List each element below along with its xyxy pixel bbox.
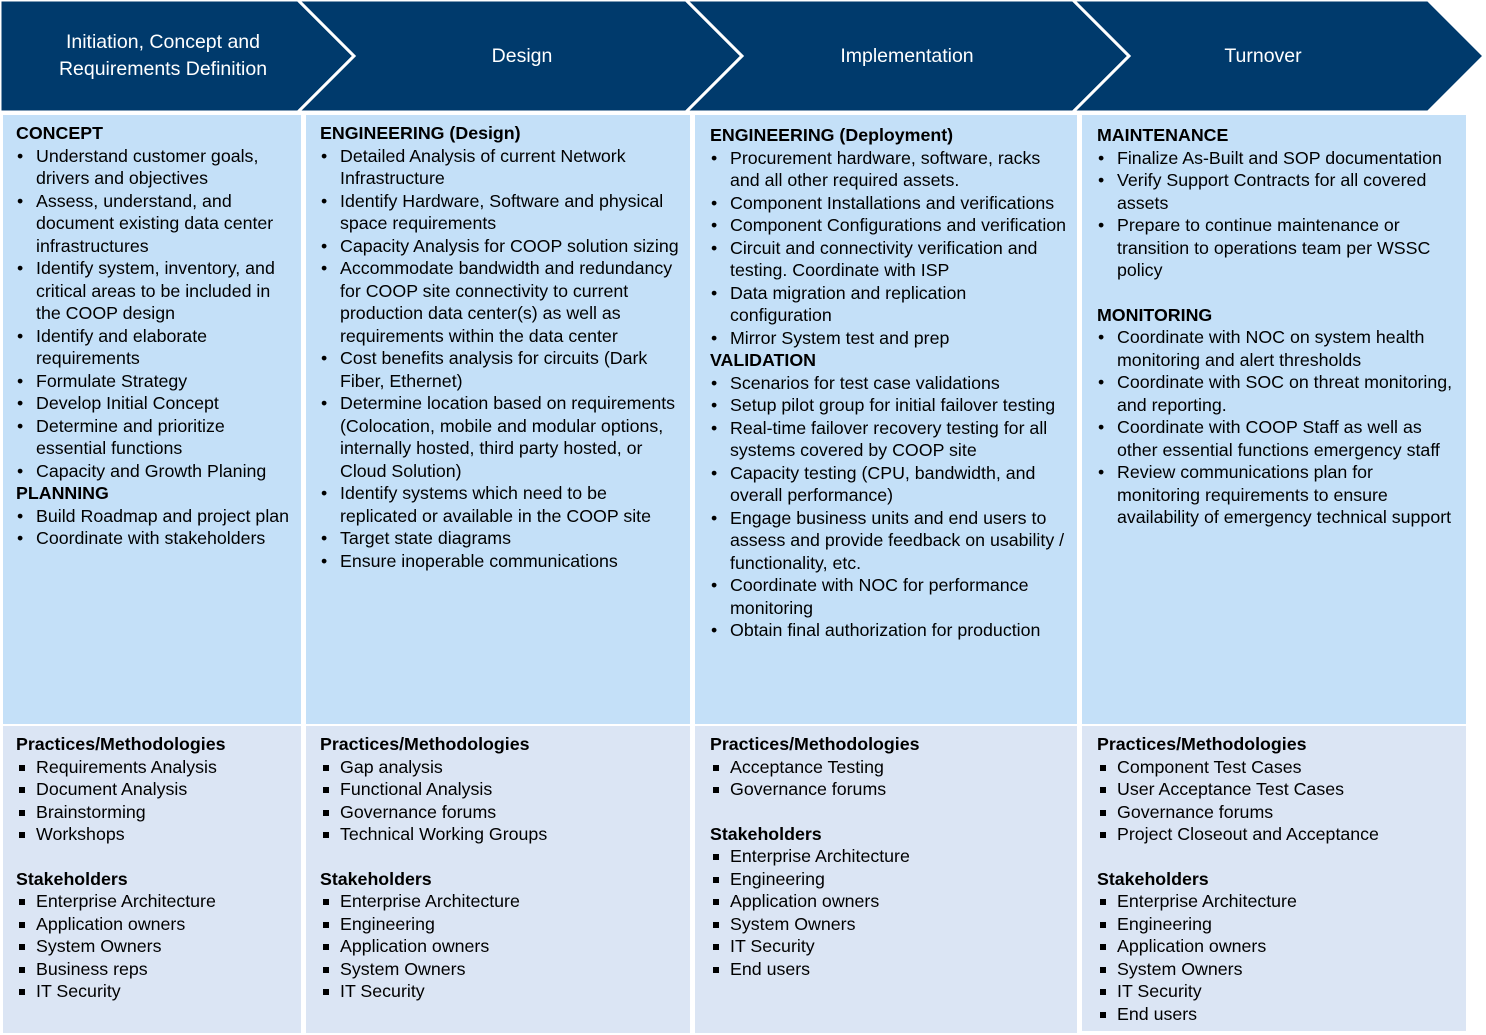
list-item: • Real-time failover recovery testing for all systems covered by COOP site — [710, 417, 1069, 462]
list-item: System Owners — [710, 913, 1069, 936]
list-item: • Coordinate with SOC on threat monitoring, and reporting. — [1097, 371, 1458, 416]
activity-list — [16, 505, 293, 550]
list-item: Requirements Analysis — [16, 756, 293, 779]
list-item: IT Security — [16, 980, 293, 1003]
phase-title-turnover: Turnover — [1224, 44, 1302, 67]
stakeholders-heading: Stakeholders — [16, 868, 128, 889]
list-item: Application owners — [710, 890, 1069, 913]
section-heading: PLANNING — [16, 483, 109, 503]
methodologies-panel-implementation — [695, 726, 1077, 1033]
activity-list — [1097, 326, 1458, 529]
list-item: Application owners — [1097, 935, 1458, 958]
list-item: • Target state diagrams — [320, 527, 682, 550]
list-item: Engineering — [710, 868, 1069, 891]
list-item: • Review communications plan for monitoring requirements to ensure availability of emergency technical support — [1097, 461, 1458, 529]
activities-panel-turnover — [1082, 115, 1466, 724]
list-item: • Setup pilot group for initial failover testing — [710, 394, 1069, 417]
list-item: Enterprise Architecture — [320, 890, 682, 913]
list-item: Governance forums — [320, 801, 682, 824]
list-item: • Coordinate with NOC on system health monitoring and alert thresholds — [1097, 326, 1458, 371]
list-item: System Owners — [320, 958, 682, 981]
list-item: • Understand customer goals, drivers and objectives — [16, 145, 293, 190]
spacer — [710, 801, 1069, 823]
list-item: Governance forums — [710, 778, 1069, 801]
list-item: IT Security — [1097, 980, 1458, 1003]
list-item: • Component Configurations and verification — [710, 214, 1069, 237]
section-heading: CONCEPT — [16, 123, 103, 143]
stakeholders-heading: Stakeholders — [710, 823, 822, 844]
list-item: • Component Installations and verifications — [710, 192, 1069, 215]
list-item: • Detailed Analysis of current Network Infrastructure — [320, 145, 682, 190]
list-item: Business reps — [16, 958, 293, 981]
methodologies-panel-design — [306, 726, 690, 1033]
list-item: Workshops — [16, 823, 293, 846]
methodologies-panel-turnover — [1082, 726, 1466, 1031]
stakeholders-list — [16, 890, 293, 1003]
list-item: • Coordinate with stakeholders — [16, 527, 293, 550]
list-item: Enterprise Architecture — [16, 890, 293, 913]
list-item: • Identify system, inventory, and critical areas to be included in the COOP design — [16, 257, 293, 325]
activity-list — [1097, 147, 1458, 282]
list-item: Acceptance Testing — [710, 756, 1069, 779]
section-heading: MAINTENANCE — [1097, 125, 1229, 145]
list-item: • Cost benefits analysis for circuits (Dark Fiber, Ethernet) — [320, 347, 682, 392]
activities-panel-design — [306, 115, 690, 724]
practices-list — [320, 756, 682, 846]
list-item: Engineering — [320, 913, 682, 936]
list-item: Project Closeout and Acceptance — [1097, 823, 1458, 846]
list-item: • Determine location based on requirements (Colocation, mobile and modular options, internally hosted, third party hosted, or Cloud Solution) — [320, 392, 682, 482]
list-item: • Formulate Strategy — [16, 370, 293, 393]
practices-heading: Practices/Methodologies — [710, 734, 920, 754]
list-item: Governance forums — [1097, 801, 1458, 824]
section-heading: ENGINEERING (Design) — [320, 123, 521, 143]
phase-title-design: Design — [491, 44, 553, 67]
list-item: Gap analysis — [320, 756, 682, 779]
list-item: • Capacity Analysis for COOP solution sizing — [320, 235, 682, 258]
list-item: Application owners — [16, 913, 293, 936]
list-item: • Prepare to continue maintenance or transition to operations team per WSSC policy — [1097, 214, 1458, 282]
list-item: User Acceptance Test Cases — [1097, 778, 1458, 801]
list-item: System Owners — [16, 935, 293, 958]
list-item: System Owners — [1097, 958, 1458, 981]
list-item: • Mirror System test and prep — [710, 327, 1069, 350]
activity-list — [320, 145, 682, 573]
list-item: Application owners — [320, 935, 682, 958]
practices-list — [16, 756, 293, 846]
list-item: • Capacity testing (CPU, bandwidth, and overall performance) — [710, 462, 1069, 507]
list-item: • Procurement hardware, software, racks and all other required assets. — [710, 147, 1069, 192]
stakeholders-heading: Stakeholders — [320, 868, 432, 889]
phase-title-implementation: Implementation — [840, 44, 974, 67]
methodologies-panel-initiation — [3, 726, 301, 1033]
list-item: • Coordinate with COOP Staff as well as other essential functions emergency staff — [1097, 416, 1458, 461]
activities-panel-initiation — [3, 115, 301, 724]
list-item: Brainstorming — [16, 801, 293, 824]
stakeholders-list — [320, 890, 682, 1003]
spacer — [320, 846, 682, 868]
list-item: • Circuit and connectivity verification and testing. Coordinate with ISP — [710, 237, 1069, 282]
practices-list — [710, 756, 1069, 801]
list-item: IT Security — [320, 980, 682, 1003]
section-heading: ENGINEERING (Deployment) — [710, 125, 954, 145]
practices-heading: Practices/Methodologies — [320, 734, 530, 754]
list-item: • Data migration and replication configuration — [710, 282, 1069, 327]
activity-list — [710, 372, 1069, 642]
list-item: • Accommodate bandwidth and redundancy for COOP site connectivity to current production data center(s) as well as requirements within the data center — [320, 257, 682, 347]
list-item: End users — [1097, 1003, 1458, 1026]
list-item: • Coordinate with NOC for performance monitoring — [710, 574, 1069, 619]
list-item: • Verify Support Contracts for all covered assets — [1097, 169, 1458, 214]
list-item: • Obtain final authorization for production — [710, 619, 1069, 642]
practices-heading: Practices/Methodologies — [1097, 734, 1307, 754]
stakeholders-list — [710, 845, 1069, 980]
list-item: Enterprise Architecture — [1097, 890, 1458, 913]
list-item: • Identify systems which need to be replicated or available in the COOP site — [320, 482, 682, 527]
list-item: Component Test Cases — [1097, 756, 1458, 779]
list-item: IT Security — [710, 935, 1069, 958]
list-item: • Identify and elaborate requirements — [16, 325, 293, 370]
section-heading: VALIDATION — [710, 350, 817, 370]
list-item: • Ensure inoperable communications — [320, 550, 682, 573]
list-item: • Scenarios for test case validations — [710, 372, 1069, 395]
list-item: Engineering — [1097, 913, 1458, 936]
list-item: Technical Working Groups — [320, 823, 682, 846]
practices-heading: Practices/Methodologies — [16, 734, 226, 754]
list-item: • Determine and prioritize essential functions — [16, 415, 293, 460]
practices-list — [1097, 756, 1458, 846]
stakeholders-list — [1097, 890, 1458, 1025]
spacer — [16, 846, 293, 868]
list-item: • Engage business units and end users to assess and provide feedback on usability / functionality, etc. — [710, 507, 1069, 575]
list-item: Functional Analysis — [320, 778, 682, 801]
list-item: • Capacity and Growth Planing — [16, 460, 293, 483]
phase-title-initiation: Initiation, Concept and Requirements Definition — [58, 31, 268, 80]
list-item: End users — [710, 958, 1069, 981]
spacer — [1097, 846, 1458, 868]
activity-list — [710, 147, 1069, 350]
list-item: Enterprise Architecture — [710, 845, 1069, 868]
activities-panel-implementation — [695, 115, 1077, 724]
stakeholders-heading: Stakeholders — [1097, 868, 1209, 889]
activity-list — [16, 145, 293, 483]
list-item: • Develop Initial Concept — [16, 392, 293, 415]
list-item: • Assess, understand, and document existing data center infrastructures — [16, 190, 293, 258]
section-heading: MONITORING — [1097, 304, 1213, 325]
list-item: • Build Roadmap and project plan — [16, 505, 293, 528]
list-item: • Finalize As-Built and SOP documentation — [1097, 147, 1458, 170]
list-item: • Identify Hardware, Software and physical space requirements — [320, 190, 682, 235]
list-item: Document Analysis — [16, 778, 293, 801]
